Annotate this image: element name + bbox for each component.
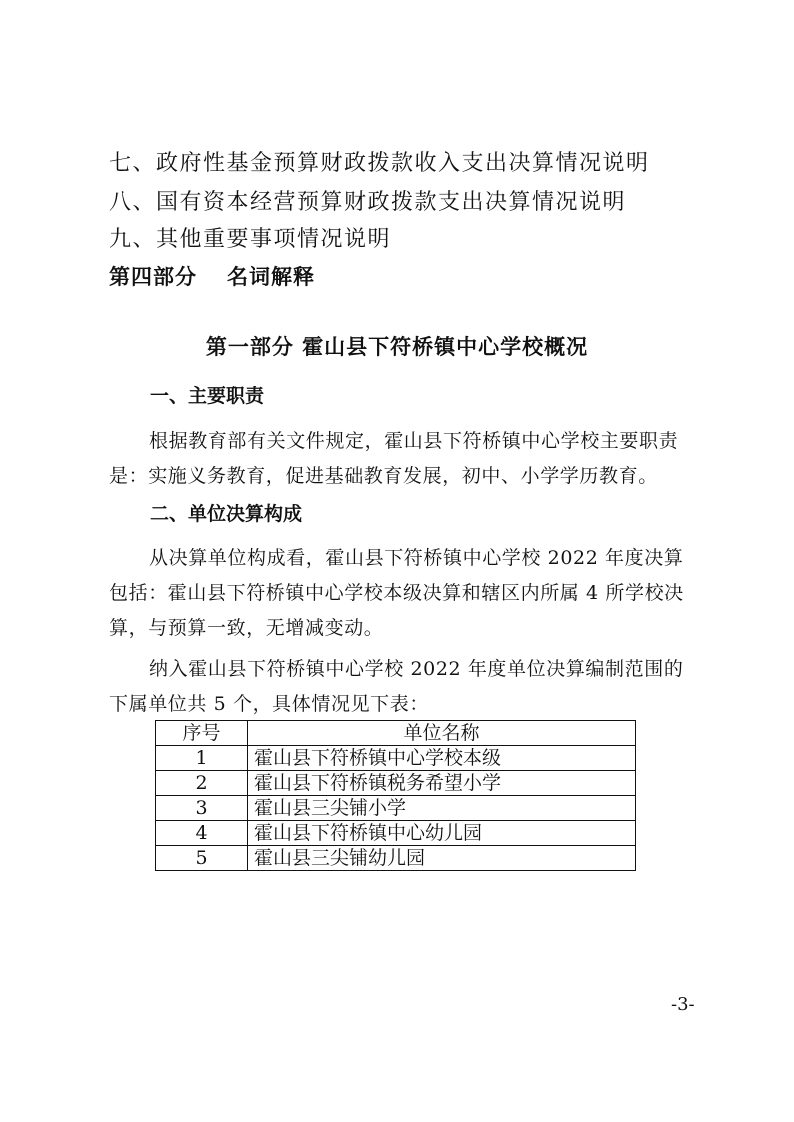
toc-item-7: 七、政府性基金预算财政拨款收入支出决算情况说明 <box>109 151 650 176</box>
row-unit-name: 霍山县三尖铺幼儿园 <box>248 846 636 871</box>
toc-item-8: 八、国有资本经营预算财政拨款支出决算情况说明 <box>109 190 627 215</box>
column-header-index: 序号 <box>156 721 248 746</box>
paragraph-composition: 从决算单位构成看，霍山县下符桥镇中心学校 2022 年度决算包括：霍山县下符桥镇中心学校本级决算和辖区内所属 4 所学校决算，与预算一致，无增减变动。 <box>109 547 684 639</box>
row-index: 4 <box>156 821 248 846</box>
part1-title: 第一部分 霍山县下符桥镇中心学校概况 <box>205 335 589 359</box>
row-index: 3 <box>156 796 248 821</box>
row-unit-name: 霍山县下符桥镇中心学校本级 <box>248 746 636 771</box>
row-unit-name: 霍山县下符桥镇中心幼儿园 <box>248 821 636 846</box>
paragraph-scope: 纳入霍山县下符桥镇中心学校 2022 年度单位决算编制范围的下属单位共 5 个，具体情况见下表： <box>109 658 684 715</box>
table-row <box>156 796 636 821</box>
row-index: 1 <box>156 746 248 771</box>
section-heading-composition: 二、单位决算构成 <box>150 503 303 525</box>
units-table <box>155 720 636 871</box>
toc-part4-title: 名词解释 <box>227 265 315 289</box>
paragraph-duties: 根据教育部有关文件规定，霍山县下符桥镇中心学校主要职责是：实施义务教育，促进基础教育发展，初中、小学学历教育。 <box>109 430 679 487</box>
table-row <box>156 821 636 846</box>
toc-item-9: 九、其他重要事项情况说明 <box>109 227 392 252</box>
table-row <box>156 846 636 871</box>
table-row <box>156 771 636 796</box>
table-row <box>156 746 636 771</box>
row-index: 5 <box>156 846 248 871</box>
toc-part4 <box>109 264 315 290</box>
page-number: -3- <box>671 994 695 1015</box>
row-unit-name: 霍山县三尖铺小学 <box>248 796 636 821</box>
table-header-row <box>156 721 636 746</box>
row-unit-name: 霍山县下符桥镇税务希望小学 <box>248 771 636 796</box>
column-header-unit-name: 单位名称 <box>248 721 636 746</box>
section-heading-duties: 一、主要职责 <box>150 385 265 407</box>
toc-part4-label: 第四部分 <box>109 265 197 289</box>
row-index: 2 <box>156 771 248 796</box>
